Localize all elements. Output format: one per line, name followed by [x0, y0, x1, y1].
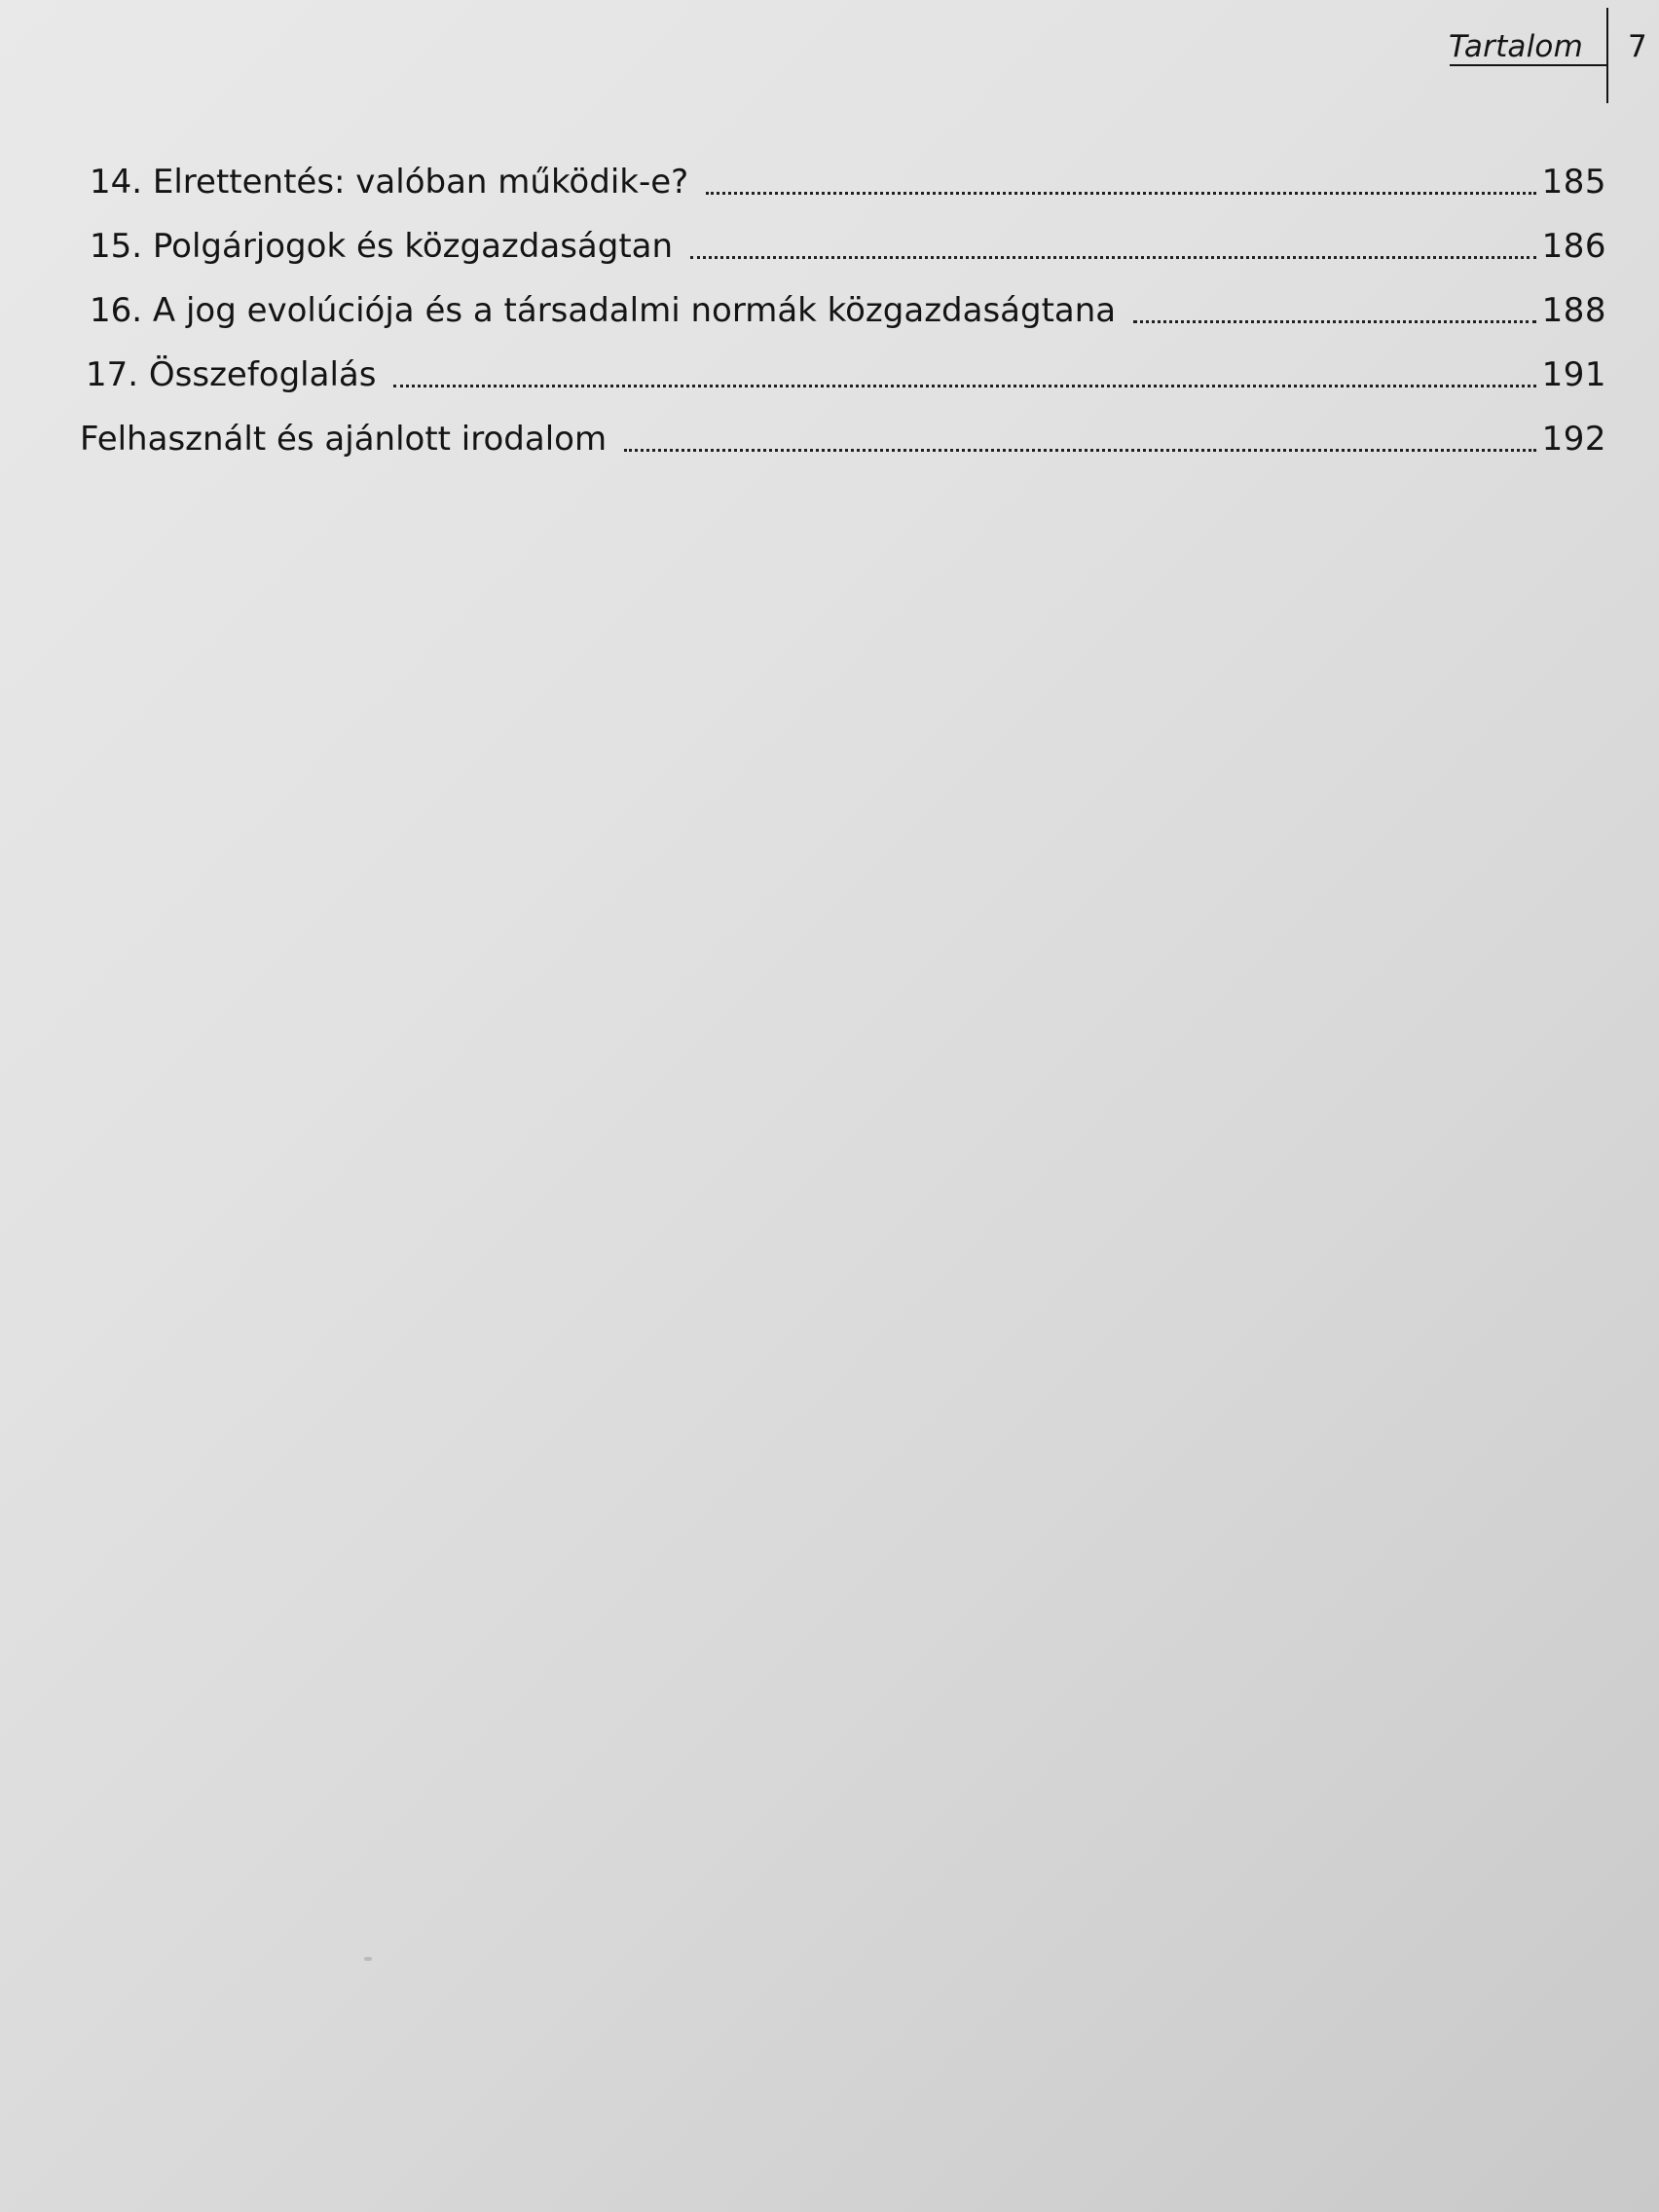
- toc-entry-title: 17. Összefoglalás: [86, 355, 377, 394]
- toc-dot-leader: [393, 383, 1535, 387]
- paper-speck: [364, 1957, 372, 1961]
- toc-entry: [86, 352, 1606, 397]
- toc-entry-page: 185: [1541, 163, 1606, 202]
- toc-dot-leader: [624, 447, 1536, 452]
- toc-entry: [90, 288, 1606, 333]
- running-header-title: Tartalom: [1449, 29, 1583, 64]
- toc-entry-page: 191: [1541, 355, 1606, 394]
- toc-entry: [90, 224, 1606, 269]
- header-underline-rule: [1450, 64, 1608, 66]
- toc-entry: [80, 417, 1606, 461]
- header-vertical-rule: [1606, 8, 1608, 103]
- toc-entry-title: 15. Polgárjogok és közgazdaságtan: [90, 227, 674, 266]
- toc-entry-page: 188: [1541, 291, 1606, 330]
- toc-entry-title: Felhasznált és ajánlott irodalom: [80, 420, 608, 459]
- toc-entry: [90, 160, 1606, 204]
- toc-entry-title: 14. Elrettentés: valóban működik-e?: [90, 163, 689, 202]
- toc-entry-title: 16. A jog evolúciója és a társadalmi normák közgazdaságtana: [90, 291, 1117, 330]
- toc-entry-page: 186: [1541, 227, 1606, 266]
- page-number: 7: [1628, 29, 1647, 64]
- toc-dot-leader: [690, 254, 1536, 259]
- toc-entry-page: 192: [1541, 420, 1606, 459]
- running-header: [1435, 0, 1659, 107]
- toc-dot-leader: [706, 190, 1535, 195]
- toc-dot-leader: [1133, 318, 1535, 323]
